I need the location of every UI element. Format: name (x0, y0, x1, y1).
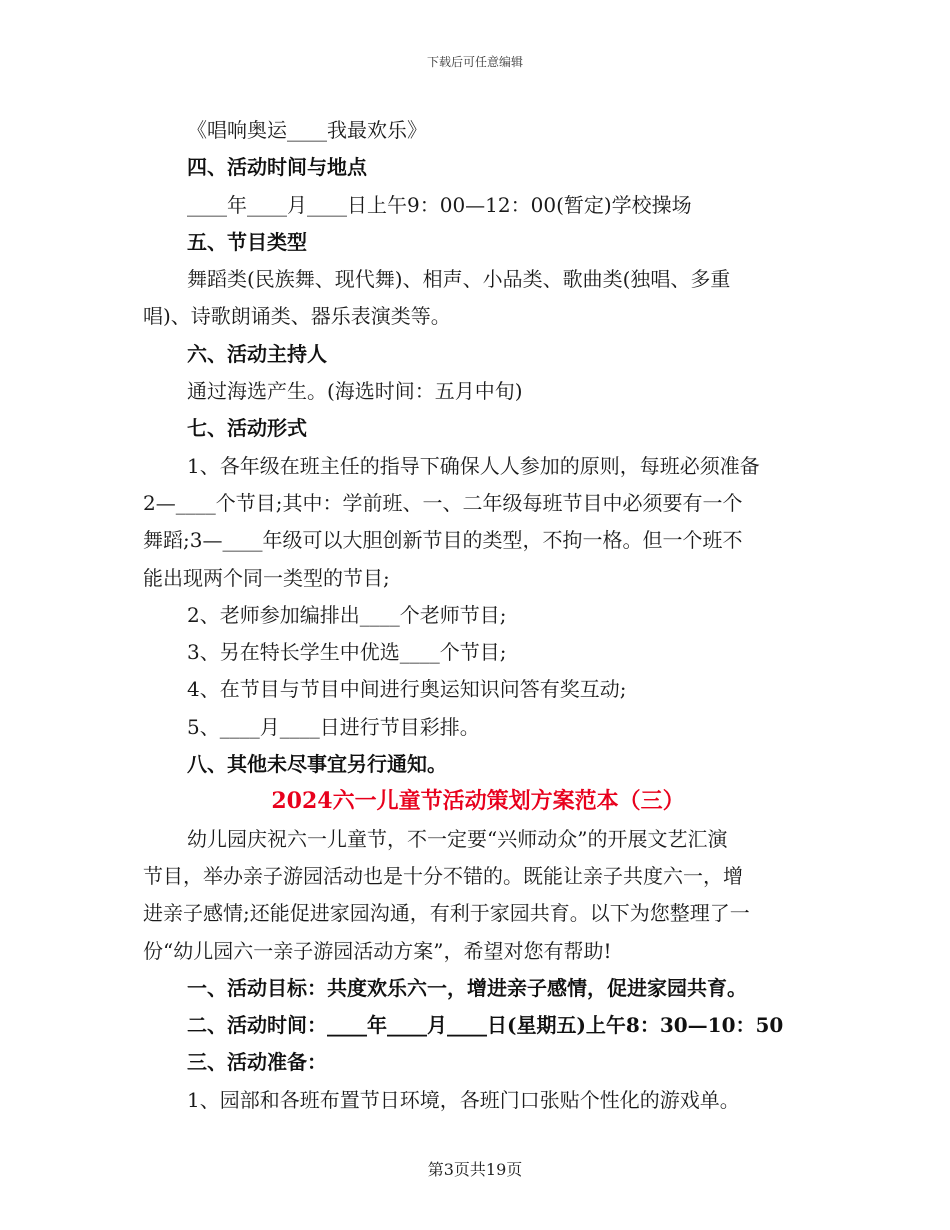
format-item-1-line-2: 2—____个节目;其中：学前班、一、二年级每班节目中必须要有一个 (143, 490, 743, 515)
document-section-title: 2024六一儿童节活动策划方案范本（三） (271, 788, 685, 815)
page-footer: 第3页共19页 (427, 1160, 523, 1179)
format-item-1-line-3: 舞蹈;3—____年级可以大胆创新节目的类型，不拘一格。但一个班不 (143, 528, 743, 553)
format-item-4: 4、在节目与节目中间进行奥运知识问答有奖互动; (187, 677, 627, 702)
section-heading-host: 六、活动主持人 (187, 341, 327, 366)
intro-line-4: 份“幼儿园六一亲子游园活动方案”，希望对您有帮助! (143, 938, 612, 963)
host-line: 通过海选产生。(海选时间：五月中旬) (187, 379, 523, 404)
section-heading-format: 七、活动形式 (187, 416, 307, 441)
section-heading-preparation: 三、活动准备： (187, 1050, 327, 1075)
intro-line-3: 进亲子感情;还能促进家园沟通，有利于家园共育。以下为您整理了一 (143, 901, 750, 926)
section-heading-time-place: 四、活动时间与地点 (187, 155, 367, 180)
program-types-line-2: 唱)、诗歌朗诵类、器乐表演类等。 (143, 304, 451, 329)
preparation-item-1: 1、园部和各班布置节日环境，各班门口张贴个性化的游戏单。 (187, 1087, 740, 1112)
program-types-line-1: 舞蹈类(民族舞、现代舞)、相声、小品类、歌曲类(独唱、多重 (187, 267, 731, 292)
section-heading-activity-time: 二、活动时间：____年____月____日(星期五)上午8：30—10：50 (187, 1013, 784, 1038)
header-note: 下载后可任意编辑 (426, 55, 523, 69)
document-body (143, 112, 813, 1119)
time-place-line: ____年____月____日上午9：00—12：00(暂定)学校操场 (187, 192, 692, 217)
section-heading-other: 八、其他未尽事宜另行通知。 (187, 752, 447, 777)
format-item-2: 2、老师参加编排出____个老师节目; (187, 602, 507, 627)
program-title-line: 《唱响奥运____我最欢乐》 (187, 118, 427, 142)
format-item-1-line-4: 能出现两个同一类型的节目; (143, 565, 390, 590)
format-item-1-line-1: 1、各年级在班主任的指导下确保人人参加的原则，每班必须准备 (187, 453, 760, 478)
section-heading-goal: 一、活动目标：共度欢乐六一，增进亲子感情，促进家园共育。 (187, 975, 747, 1000)
section-heading-program-types: 五、节目类型 (187, 229, 307, 254)
intro-line-2: 节目，举办亲子游园活动也是十分不错的。既能让亲子共度六一，增 (143, 863, 743, 888)
format-item-3: 3、另在特长学生中优选____个节目; (187, 640, 507, 665)
format-item-5: 5、____月____日进行节目彩排。 (187, 714, 480, 739)
intro-line-1: 幼儿园庆祝六一儿童节，不一定要“兴师动众”的开展文艺汇演 (187, 826, 728, 851)
